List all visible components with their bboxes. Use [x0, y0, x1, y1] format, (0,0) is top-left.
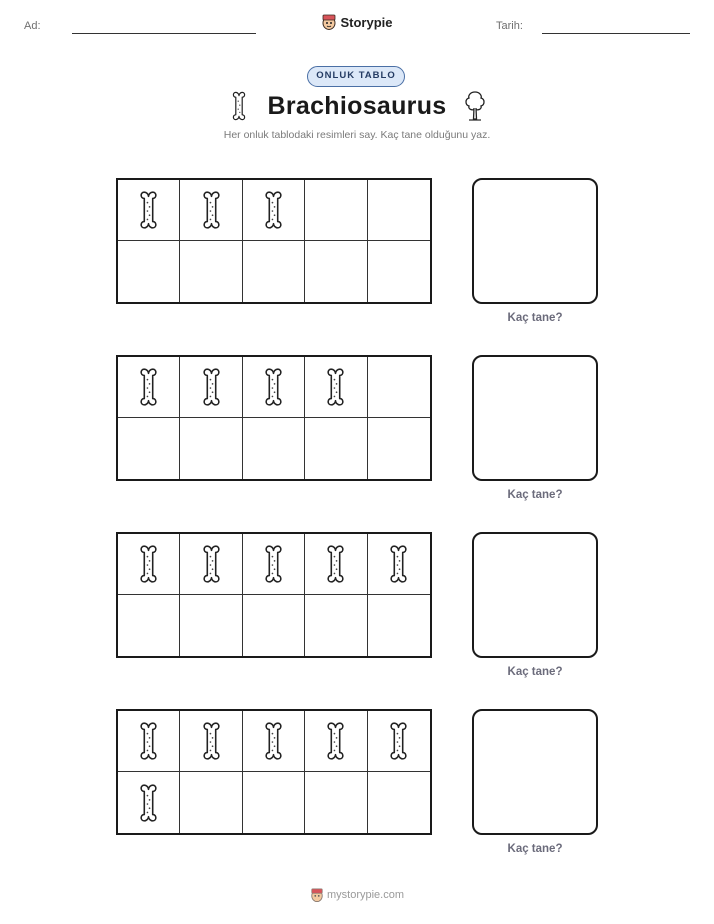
ten-frame-cell [118, 534, 180, 595]
answer-box-2[interactable] [472, 355, 598, 481]
count-prompt-1: Kaç tane? [507, 312, 563, 324]
ten-frame-cell [118, 772, 180, 833]
footer-url[interactable]: mystorypie.com [326, 889, 405, 901]
answer-box-3[interactable] [472, 532, 598, 658]
ten-frame-1 [116, 178, 432, 304]
date-label: Tarih: [496, 20, 523, 32]
ten-frame-cell [243, 534, 305, 595]
bone-icon [138, 189, 159, 231]
ten-frame-cell [368, 711, 430, 772]
ten-frame-4 [116, 709, 432, 835]
ten-frame-cell [118, 241, 180, 302]
ten-frame-cell [305, 180, 367, 241]
footer [0, 887, 714, 908]
count-prompt-4: Kaç tane? [507, 843, 563, 855]
ten-frame-cell [243, 241, 305, 302]
bone-icon [138, 782, 159, 824]
answer-box-4[interactable] [472, 709, 598, 835]
ten-frame-cell [305, 772, 367, 833]
answer-box-1[interactable] [472, 178, 598, 304]
bone-icon [138, 720, 159, 762]
ten-frame-cell [368, 241, 430, 302]
bone-icon [263, 720, 284, 762]
ten-frame-cell [243, 180, 305, 241]
ten-frame-cell [180, 241, 242, 302]
bone-icon [388, 720, 409, 762]
brand-name: Storypie [340, 14, 393, 30]
ten-frame-cell [368, 595, 430, 656]
ten-frame-cell [180, 595, 242, 656]
bone-icon [138, 366, 159, 408]
ten-frame-cell [243, 357, 305, 418]
ten-frame-cell [118, 711, 180, 772]
ten-frame-cell [118, 418, 180, 479]
bone-icon [263, 189, 284, 231]
ten-frame-cell [243, 418, 305, 479]
ten-frame-2 [116, 355, 432, 481]
bone-icon [325, 366, 346, 408]
ten-frame-cell [118, 357, 180, 418]
date-line[interactable] [542, 33, 690, 34]
ten-frame-cell [368, 357, 430, 418]
ten-frame-cell [118, 180, 180, 241]
instructions: Her onluk tablodaki resimleri say. Kaç tane olduğunu yaz. [223, 129, 491, 141]
bone-icon [388, 543, 409, 585]
ten-frame-cell [180, 711, 242, 772]
name-label: Ad: [24, 20, 41, 32]
bone-icon [201, 543, 222, 585]
ten-frame-cell [368, 180, 430, 241]
bone-icon [201, 366, 222, 408]
ten-frame-cell [305, 241, 367, 302]
bone-icon [263, 543, 284, 585]
ten-frame-cell [305, 534, 367, 595]
ten-frame-cell [243, 711, 305, 772]
bone-icon [201, 720, 222, 762]
ten-frame-cell [368, 534, 430, 595]
bone-icon [201, 189, 222, 231]
ten-frame-cell [180, 772, 242, 833]
tree-icon [463, 89, 487, 122]
ten-frame-cell [368, 418, 430, 479]
storypie-mascot-icon [321, 13, 337, 31]
ten-frame-3 [116, 532, 432, 658]
ten-frame-cell [305, 595, 367, 656]
ten-frame-cell [180, 418, 242, 479]
bone-icon [325, 543, 346, 585]
ten-frame-cell [305, 418, 367, 479]
ten-frame-cell [180, 357, 242, 418]
count-prompt-3: Kaç tane? [507, 666, 563, 678]
ten-frame-cell [243, 595, 305, 656]
page-title: Brachiosaurus [267, 92, 447, 120]
ten-frame-cell [180, 180, 242, 241]
bone-icon [138, 543, 159, 585]
ten-frame-cell [368, 772, 430, 833]
ten-frame-cell [305, 357, 367, 418]
ten-frame-cell [118, 595, 180, 656]
ten-frame-cell [243, 772, 305, 833]
ten-frame-cell [305, 711, 367, 772]
ten-frame-cell [180, 534, 242, 595]
storypie-mascot-icon [310, 887, 324, 903]
bone-icon [263, 366, 284, 408]
count-prompt-2: Kaç tane? [507, 489, 563, 501]
bone-icon [325, 720, 346, 762]
worksheet-type-badge: ONLUK TABLO [307, 66, 405, 87]
